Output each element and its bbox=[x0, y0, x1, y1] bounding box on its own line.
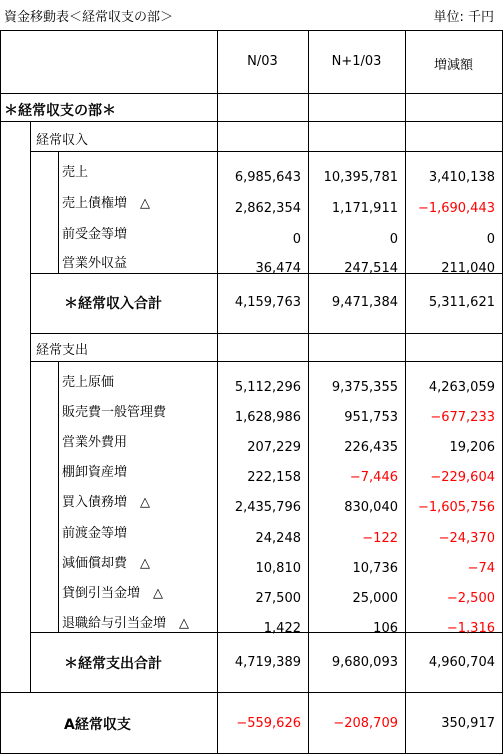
expense-row-value-1: 5,112,296 bbox=[234, 380, 301, 395]
expense-row-value-2: 226,435 bbox=[344, 440, 398, 456]
income-row-label: 売上 bbox=[62, 165, 89, 180]
table-border-right bbox=[502, 30, 503, 753]
income-row-value-2: 1,171,911 bbox=[331, 201, 398, 216]
balance-value-2: −208,709 bbox=[333, 716, 398, 731]
expense-row-label: 減価償却費 △ bbox=[62, 555, 150, 571]
group-label-expense: 経常支出 bbox=[36, 343, 89, 358]
group-label-income: 経常収入 bbox=[36, 133, 89, 148]
row-divider bbox=[30, 151, 502, 152]
expense-row-value-3: −677,233 bbox=[430, 410, 495, 426]
expense-total-value-2: 9,680,093 bbox=[331, 655, 398, 670]
expense-row-label: 販売費一般管理費 bbox=[62, 405, 167, 421]
expense-row-value-2: −122 bbox=[362, 530, 398, 546]
expense-row-value-1: 10,810 bbox=[255, 560, 301, 576]
table-border-top bbox=[0, 30, 503, 31]
cash-flow-table bbox=[0, 30, 503, 754]
expense-row-value-3: −1,316 bbox=[446, 620, 495, 636]
balance-value-1: −559,626 bbox=[236, 716, 301, 731]
income-row-value-1: 0 bbox=[292, 232, 301, 247]
expense-row-value-3: −229,604 bbox=[430, 470, 495, 486]
column-header: N+1/03 bbox=[331, 54, 382, 69]
expense-row-value-1: 2,435,796 bbox=[234, 500, 301, 516]
income-row-value-3: −1,690,443 bbox=[417, 201, 495, 216]
expense-row-value-1: 1,628,986 bbox=[234, 410, 301, 426]
indent-divider bbox=[58, 151, 59, 273]
income-row-value-2: 0 bbox=[389, 232, 398, 247]
indent-divider bbox=[58, 361, 59, 632]
expense-row-label: 棚卸資産増 bbox=[62, 465, 128, 481]
income-total-value-2: 9,471,384 bbox=[331, 295, 398, 310]
table-border-left bbox=[0, 30, 1, 753]
column-header: N/03 bbox=[247, 54, 278, 69]
expense-row-label: 買入債務増 △ bbox=[62, 495, 150, 511]
table-border-bottom bbox=[0, 753, 503, 754]
expense-row-value-3: −24,370 bbox=[438, 530, 495, 546]
expense-row-label: 前渡金等増 bbox=[62, 525, 128, 541]
row-divider bbox=[30, 361, 502, 362]
expense-row-value-2: 9,375,355 bbox=[331, 380, 398, 395]
income-total-label: ＊経常収入合計 bbox=[64, 296, 162, 312]
expense-row-value-2: 951,753 bbox=[344, 410, 398, 426]
balance-value-3: 350,917 bbox=[441, 716, 495, 731]
expense-total-value-1: 4,719,389 bbox=[234, 655, 301, 670]
income-row-value-1: 2,862,354 bbox=[234, 201, 301, 216]
income-row-label: 営業外収益 bbox=[62, 256, 128, 271]
expense-row-label: 売上原価 bbox=[62, 375, 115, 390]
expense-row-label: 貸倒引当金増 △ bbox=[62, 585, 163, 601]
expense-row-value-3: −1,605,756 bbox=[417, 500, 495, 516]
expense-total-value-3: 4,960,704 bbox=[428, 655, 495, 670]
indent-divider bbox=[30, 121, 31, 692]
income-row-label: 前受金等増 bbox=[62, 227, 128, 242]
expense-row-value-2: 25,000 bbox=[352, 590, 398, 606]
income-row-value-2: 247,514 bbox=[344, 261, 398, 276]
income-row-value-1: 6,985,643 bbox=[234, 170, 301, 185]
income-row-value-3: 3,410,138 bbox=[428, 170, 495, 185]
section-title: ＊経常収支の部＊ bbox=[4, 103, 116, 119]
income-row-value-2: 10,395,781 bbox=[323, 170, 398, 185]
income-row-value-1: 36,474 bbox=[255, 261, 301, 276]
expense-row-value-1: 207,229 bbox=[247, 440, 301, 456]
expense-row-label: 退職給与引当金増 △ bbox=[62, 615, 189, 631]
expense-row-value-3: 4,263,059 bbox=[428, 380, 495, 395]
income-row-value-3: 211,040 bbox=[441, 261, 495, 276]
expense-row-value-3: 19,206 bbox=[449, 440, 495, 456]
row-divider bbox=[30, 333, 502, 334]
expense-row-value-1: 222,158 bbox=[247, 470, 301, 486]
expense-row-value-2: 10,736 bbox=[352, 560, 398, 576]
expense-row-value-3: −74 bbox=[467, 560, 495, 576]
header-divider bbox=[0, 93, 502, 94]
expense-row-value-2: 830,040 bbox=[344, 500, 398, 516]
expense-row-value-1: 1,422 bbox=[263, 620, 301, 636]
expense-row-value-2: −7,446 bbox=[349, 470, 398, 486]
expense-row-value-2: 106 bbox=[373, 620, 398, 636]
balance-label: A経常収支 bbox=[64, 717, 131, 733]
expense-row-value-1: 27,500 bbox=[255, 590, 301, 606]
column-header: 増減額 bbox=[433, 58, 473, 73]
expense-row-value-1: 24,248 bbox=[255, 530, 301, 546]
expense-row-label: 営業外費用 bbox=[62, 435, 128, 451]
income-row-value-3: 0 bbox=[486, 232, 495, 247]
unit-label: 単位: 千円 bbox=[433, 10, 494, 25]
row-divider bbox=[0, 121, 502, 122]
income-total-value-3: 5,311,621 bbox=[428, 295, 495, 310]
expense-row-value-3: −2,500 bbox=[446, 590, 495, 606]
income-total-value-1: 4,159,763 bbox=[234, 295, 301, 310]
page-title: 資金移動表＜経常収支の部＞ bbox=[4, 10, 174, 25]
income-row-label: 売上債権増 △ bbox=[62, 196, 150, 211]
row-divider bbox=[0, 692, 502, 693]
expense-total-label: ＊経常支出合計 bbox=[64, 656, 162, 672]
